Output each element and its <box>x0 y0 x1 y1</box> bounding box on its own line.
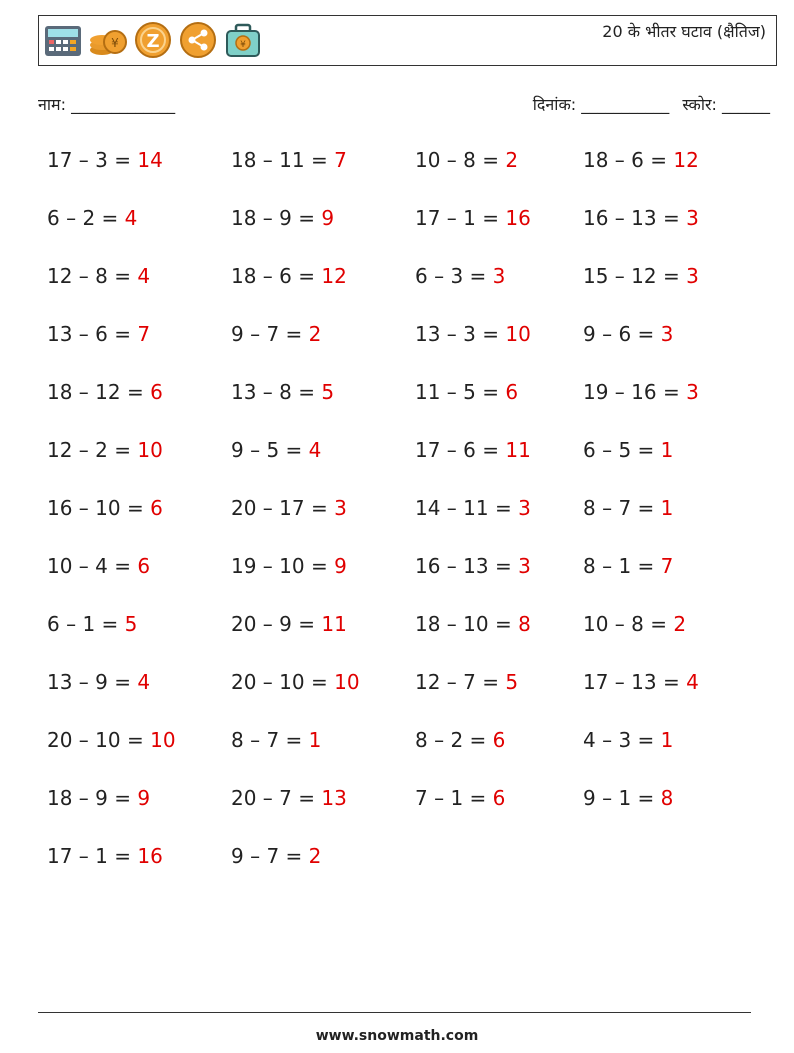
problem-answer: 2 <box>308 844 322 868</box>
problem-answer: 10 <box>334 670 360 694</box>
problem-answer: 13 <box>321 786 347 810</box>
problem-item <box>231 838 415 896</box>
problem-answer: 4 <box>124 206 138 230</box>
problem-question: 6 – 2 = <box>47 206 125 230</box>
problem-item <box>47 780 231 838</box>
problem-answer: 1 <box>660 496 674 520</box>
problem-question: 6 – 1 = <box>47 612 125 636</box>
problem-item <box>415 374 583 432</box>
problem-answer: 6 <box>150 496 163 520</box>
problem-answer: 2 <box>673 612 687 636</box>
problem-answer: 3 <box>334 496 347 520</box>
problem-answer: 12 <box>321 264 347 288</box>
problem-question: 20 – 9 = <box>231 612 322 636</box>
problem-answer: 4 <box>137 670 151 694</box>
problem-item <box>583 142 767 200</box>
problem-item <box>231 374 415 432</box>
problem-question: 8 – 7 = <box>583 496 661 520</box>
problem-question: 18 – 10 = <box>415 612 519 636</box>
problem-item <box>231 200 415 258</box>
problem-question: 18 – 11 = <box>231 148 335 172</box>
problem-question: 13 – 3 = <box>415 322 506 346</box>
header-box <box>38 15 777 66</box>
footer-url: www.snowmath.com <box>315 1028 479 1044</box>
problem-question: 19 – 10 = <box>231 554 335 578</box>
problem-answer: 6 <box>505 380 519 404</box>
problem-answer: 3 <box>518 554 531 578</box>
problem-question: 16 – 13 = <box>415 554 519 578</box>
problem-item <box>415 258 583 316</box>
date-score-fields <box>525 93 770 115</box>
problem-answer: 3 <box>686 380 699 404</box>
problem-question: 9 – 1 = <box>583 786 661 810</box>
problem-answer: 6 <box>492 728 506 752</box>
problem-item <box>231 606 415 664</box>
problem-question: 10 – 8 = <box>583 612 674 636</box>
share-coin-icon <box>178 20 218 60</box>
problem-question: 18 – 9 = <box>47 786 138 810</box>
problem-question: 12 – 7 = <box>415 670 506 694</box>
problem-item <box>415 142 583 200</box>
problem-item <box>231 780 415 838</box>
problem-item <box>47 142 231 200</box>
footer-divider <box>38 1012 751 1013</box>
problem-answer: 7 <box>334 148 347 172</box>
problem-question: 17 – 13 = <box>583 670 687 694</box>
coin-stack-icon <box>88 20 128 60</box>
problem-item <box>415 316 583 374</box>
svg-text:¥: ¥ <box>111 36 119 50</box>
problem-question: 9 – 7 = <box>231 322 309 346</box>
problem-answer: 2 <box>505 148 519 172</box>
problem-answer: 7 <box>137 322 151 346</box>
problem-item <box>583 374 767 432</box>
problem-item <box>47 490 231 548</box>
problem-answer: 10 <box>150 728 176 752</box>
problem-question: 17 – 6 = <box>415 438 506 462</box>
problem-question: 16 – 13 = <box>583 206 687 230</box>
problem-question: 15 – 12 = <box>583 264 687 288</box>
problem-question: 18 – 6 = <box>231 264 322 288</box>
problem-question: 17 – 3 = <box>47 148 138 172</box>
problem-item <box>583 548 767 606</box>
problem-item <box>583 432 767 490</box>
problem-question: 20 – 10 = <box>231 670 335 694</box>
problem-question: 18 – 9 = <box>231 206 322 230</box>
problem-item <box>231 722 415 780</box>
problem-item <box>47 838 231 896</box>
problem-item <box>231 316 415 374</box>
problem-answer: 6 <box>150 380 163 404</box>
problem-answer: 6 <box>492 786 506 810</box>
problem-answer: 3 <box>492 264 506 288</box>
problem-item <box>415 722 583 780</box>
problem-answer: 5 <box>321 380 335 404</box>
problem-answer: 2 <box>308 322 322 346</box>
problem-item <box>231 432 415 490</box>
problem-question: 9 – 7 = <box>231 844 309 868</box>
problem-answer: 1 <box>660 438 674 462</box>
problem-question: 14 – 11 = <box>415 496 519 520</box>
problem-answer: 1 <box>660 728 674 752</box>
problem-question: 12 – 8 = <box>47 264 138 288</box>
problem-answer: 7 <box>660 554 674 578</box>
problem-item <box>47 548 231 606</box>
problem-item <box>231 548 415 606</box>
problem-answer: 16 <box>137 844 163 868</box>
problem-question: 17 – 1 = <box>415 206 506 230</box>
problem-question: 12 – 2 = <box>47 438 138 462</box>
problem-question: 10 – 4 = <box>47 554 138 578</box>
problem-item <box>47 432 231 490</box>
problem-item <box>415 606 583 664</box>
problem-answer: 12 <box>673 148 699 172</box>
problem-answer: 3 <box>686 264 699 288</box>
problem-answer: 8 <box>660 786 674 810</box>
problem-question: 19 – 16 = <box>583 380 687 404</box>
icon-strip <box>43 20 263 60</box>
problem-question: 18 – 12 = <box>47 380 151 404</box>
problem-grid <box>47 142 767 896</box>
problem-item <box>231 490 415 548</box>
problem-item <box>415 432 583 490</box>
problem-answer: 1 <box>308 728 322 752</box>
problem-answer: 3 <box>518 496 531 520</box>
problem-question: 11 – 5 = <box>415 380 506 404</box>
problem-question: 8 – 2 = <box>415 728 493 752</box>
problem-answer: 5 <box>505 670 519 694</box>
problem-question: 8 – 1 = <box>583 554 661 578</box>
problem-answer: 10 <box>137 438 163 462</box>
problem-item <box>415 664 583 722</box>
problem-answer: 9 <box>137 786 151 810</box>
problem-question: 13 – 9 = <box>47 670 138 694</box>
problem-item <box>415 780 583 838</box>
problem-item <box>47 664 231 722</box>
problem-item <box>583 200 767 258</box>
problem-question: 13 – 6 = <box>47 322 138 346</box>
problem-question: 7 – 1 = <box>415 786 493 810</box>
problem-answer: 3 <box>660 322 674 346</box>
problem-answer: 4 <box>137 264 151 288</box>
problem-question: 13 – 8 = <box>231 380 322 404</box>
problem-answer: 3 <box>686 206 699 230</box>
problem-answer: 4 <box>686 670 699 694</box>
problem-item <box>47 258 231 316</box>
problem-item <box>47 722 231 780</box>
problem-answer: 16 <box>505 206 531 230</box>
problem-answer: 9 <box>334 554 347 578</box>
date-field: दिनांक: ___________ <box>532 95 670 114</box>
problem-item <box>231 142 415 200</box>
problem-answer: 5 <box>124 612 138 636</box>
problem-item <box>583 780 767 838</box>
calculator-icon <box>43 20 83 60</box>
problem-answer: 9 <box>321 206 335 230</box>
z-coin-icon <box>133 20 173 60</box>
problem-answer: 11 <box>505 438 531 462</box>
score-field: स्कोर: ______ <box>682 95 770 114</box>
problem-question: 6 – 5 = <box>583 438 661 462</box>
problem-item <box>583 606 767 664</box>
problem-item <box>47 606 231 664</box>
problem-item <box>231 664 415 722</box>
problem-item <box>415 490 583 548</box>
yen-bag-icon <box>223 20 263 60</box>
problem-item <box>47 316 231 374</box>
problem-question: 20 – 17 = <box>231 496 335 520</box>
problem-question: 8 – 7 = <box>231 728 309 752</box>
problem-item <box>583 722 767 780</box>
problem-item <box>583 664 767 722</box>
problem-item <box>583 316 767 374</box>
problem-answer: 8 <box>518 612 531 636</box>
problem-question: 9 – 6 = <box>583 322 661 346</box>
problem-answer: 4 <box>308 438 322 462</box>
svg-text:Z: Z <box>146 31 160 52</box>
problem-question: 20 – 7 = <box>231 786 322 810</box>
problem-answer: 11 <box>321 612 347 636</box>
problem-answer: 10 <box>505 322 531 346</box>
problem-item <box>583 258 767 316</box>
problem-answer: 6 <box>137 554 151 578</box>
problem-item <box>231 258 415 316</box>
problem-question: 20 – 10 = <box>47 728 151 752</box>
problem-question: 16 – 10 = <box>47 496 151 520</box>
name-field: नाम: _____________ <box>38 95 176 114</box>
problem-item <box>583 490 767 548</box>
problem-answer: 14 <box>137 148 163 172</box>
problem-question: 6 – 3 = <box>415 264 493 288</box>
problem-question: 4 – 3 = <box>583 728 661 752</box>
problem-item <box>47 374 231 432</box>
problem-item <box>415 200 583 258</box>
problem-item <box>47 200 231 258</box>
problem-item <box>415 548 583 606</box>
problem-question: 18 – 6 = <box>583 148 674 172</box>
problem-question: 10 – 8 = <box>415 148 506 172</box>
problem-question: 17 – 1 = <box>47 844 138 868</box>
worksheet-title: 20 के भीतर घटाव (क्षैतिज) <box>602 22 766 41</box>
svg-text:¥: ¥ <box>240 40 246 50</box>
problem-question: 9 – 5 = <box>231 438 309 462</box>
